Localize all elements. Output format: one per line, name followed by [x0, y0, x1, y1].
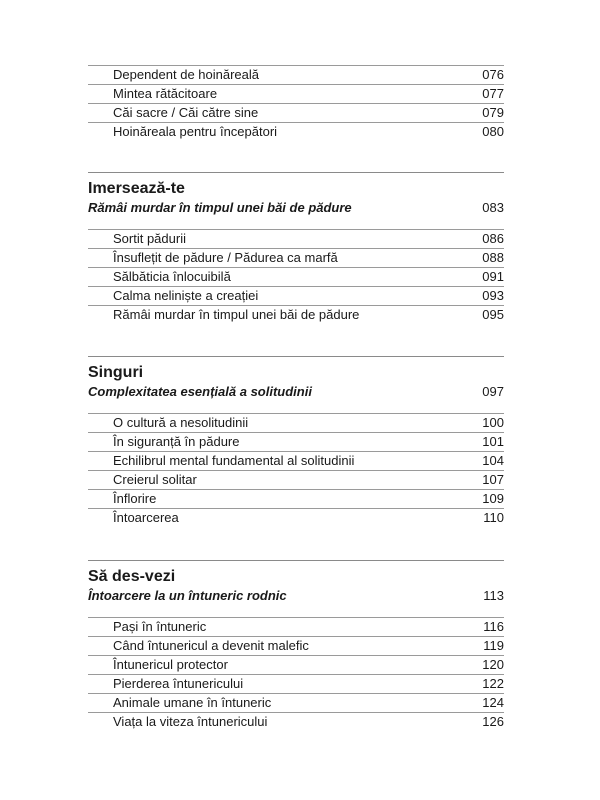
toc-entry-page: 124	[482, 695, 504, 710]
section-divider	[88, 172, 504, 173]
toc-entry-title: Animale umane în întuneric	[113, 695, 272, 710]
toc-entry-page: 107	[482, 472, 504, 487]
section-items	[88, 413, 504, 527]
toc-entry-page: 086	[482, 231, 504, 246]
toc-entry[interactable]	[88, 84, 504, 103]
toc-section-sa-des-vezi	[88, 560, 504, 731]
toc-entry-page: 095	[482, 307, 504, 322]
toc-entry[interactable]	[88, 489, 504, 508]
toc-entry-page: 093	[482, 288, 504, 303]
toc-entry-title: Echilibrul mental fundamental al solitudinii	[113, 453, 355, 468]
toc-entry[interactable]	[88, 267, 504, 286]
section-subtitle: Rămâi murdar în timpul unei băi de pădure	[88, 200, 352, 215]
toc-entry-page: 100	[482, 415, 504, 430]
toc-entry-page: 104	[482, 453, 504, 468]
toc-entry-page: 079	[482, 105, 504, 120]
toc-entry[interactable]	[88, 286, 504, 305]
toc-entry[interactable]	[88, 508, 504, 527]
section-subtitle: Întoarcere la un întuneric rodnic	[88, 588, 287, 603]
toc-entry[interactable]	[88, 693, 504, 712]
toc-entry-title: Mintea rătăcitoare	[113, 86, 218, 101]
toc-entry-title: Calma neliniște a creației	[113, 288, 259, 303]
toc-entry[interactable]	[88, 65, 504, 84]
toc-entry-title: Întoarcerea	[113, 510, 179, 525]
section-subtitle-page: 097	[482, 384, 504, 399]
toc-entry-page: 101	[482, 434, 504, 449]
toc-entry-title: Sortit pădurii	[113, 231, 186, 246]
toc-entry-title: Când întunericul a devenit malefic	[113, 638, 309, 653]
section-subtitle: Complexitatea esențială a solitudinii	[88, 384, 312, 399]
toc-entry-title: Însuflețit de pădure / Pădurea ca marfă	[113, 250, 338, 265]
toc-entry[interactable]	[88, 655, 504, 674]
toc-entry-page: 076	[482, 67, 504, 82]
section-items	[88, 229, 504, 324]
toc-entry-title: Viața la viteza întunericului	[113, 714, 268, 729]
toc-section-singuri	[88, 356, 504, 527]
toc-entry-page: 126	[482, 714, 504, 729]
toc-entry-page: 088	[482, 250, 504, 265]
section-subtitle-entry[interactable]	[88, 383, 504, 405]
toc-entry-page: 077	[482, 86, 504, 101]
toc-entry-title: Creierul solitar	[113, 472, 197, 487]
toc-section-imerseaza-te	[88, 172, 504, 324]
toc-entry-title: Întunericul protector	[113, 657, 228, 672]
toc-entry[interactable]	[88, 636, 504, 655]
section-subtitle-page: 083	[482, 200, 504, 215]
toc-entry-title: Sălbăticia înlocuibilă	[113, 269, 231, 284]
toc-entry-title: În siguranță în pădure	[113, 434, 240, 449]
toc-entry-page: 109	[482, 491, 504, 506]
section-title[interactable]: Imersează-te	[88, 180, 185, 197]
toc-entry[interactable]	[88, 413, 504, 432]
toc-entry[interactable]	[88, 432, 504, 451]
section-divider	[88, 560, 504, 561]
toc-entry-page: 119	[483, 638, 504, 653]
toc-entry-title: Pași în întuneric	[113, 619, 207, 634]
toc-entry[interactable]	[88, 229, 504, 248]
section-subtitle-entry[interactable]	[88, 587, 504, 609]
toc-entry[interactable]	[88, 451, 504, 470]
section-items	[88, 617, 504, 731]
section-subtitle-page: 113	[483, 588, 504, 603]
toc-entry[interactable]	[88, 305, 504, 324]
section-subtitle-entry[interactable]	[88, 199, 504, 221]
toc-entry[interactable]	[88, 248, 504, 267]
section-divider	[88, 356, 504, 357]
toc-continuation-group	[88, 65, 504, 141]
toc-entry-page: 091	[482, 269, 504, 284]
toc-entry-title: Căi sacre / Căi către sine	[113, 105, 259, 120]
toc-entry[interactable]	[88, 122, 504, 141]
toc-entry[interactable]	[88, 674, 504, 693]
toc-entry[interactable]	[88, 712, 504, 731]
section-title[interactable]: Singuri	[88, 364, 144, 381]
toc-entry-title: Dependent de hoinăreală	[113, 67, 260, 82]
toc-entry[interactable]	[88, 617, 504, 636]
toc-entry-title: Hoinăreala pentru începători	[113, 124, 278, 139]
toc-entry-page: 080	[482, 124, 504, 139]
toc-entry-title: Rămâi murdar în timpul unei băi de pădure	[113, 307, 360, 322]
toc-entry-page: 122	[482, 676, 504, 691]
toc-entry-page: 110	[483, 510, 504, 525]
toc-entry-title: Înflorire	[113, 491, 157, 506]
toc-entry-title: Pierderea întunericului	[113, 676, 244, 691]
toc-entry-title: O cultură a nesolitudinii	[113, 415, 249, 430]
section-title[interactable]: Să des-vezi	[88, 568, 176, 585]
toc-entry-page: 120	[482, 657, 504, 672]
toc-entry-page: 116	[483, 619, 504, 634]
toc-entry[interactable]	[88, 470, 504, 489]
toc-entry[interactable]	[88, 103, 504, 122]
